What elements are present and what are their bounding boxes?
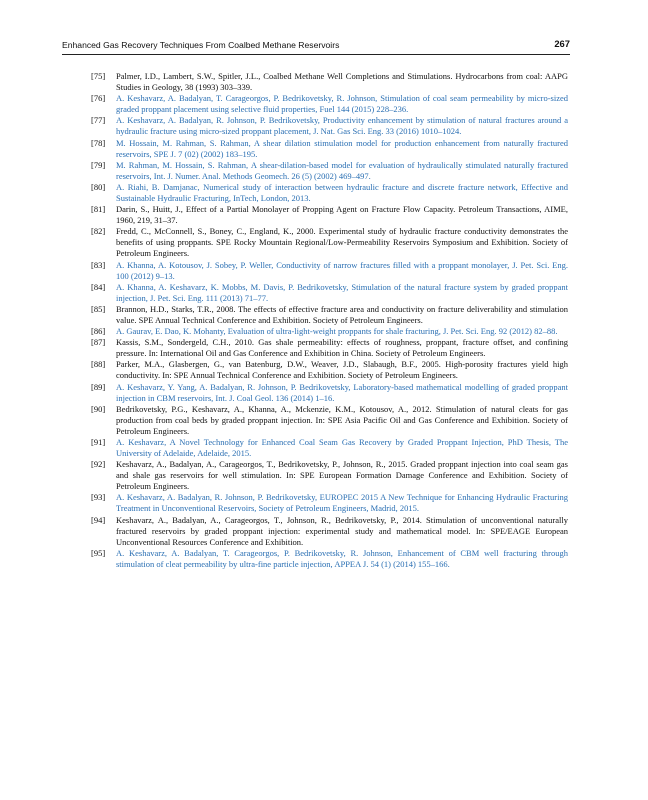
reference-text: Parker, M.A., Glasbergen, G., van Batenburg, D.W., Weaver, J.D., Slabaugh, B.F., 2005. High-porosity fractures yield high conductivity. In: SPE Annual Technical Conference and Exhibition. Society of Petroleum Engineers. [116,359,568,381]
reference-number: [89] [91,381,106,392]
reference-number: [94] [91,514,106,525]
reference-link[interactable]: M. Rahman, M. Hossain, S. Rahman, A shear-dilation-based model for evaluation of hydraulically stimulated naturally fractured reservoirs, Int. J. Numer. Anal. Methods Geomech. 26 (5) (2002) 469–497. [116,159,568,181]
reference-number: [84] [91,281,106,292]
reference-number: [88] [91,359,106,370]
reference-text: Palmer, I.D., Lambert, S.W., Spitler, J.L., Coalbed Methane Well Completions and Stimulations. Hydrocarbons from coal: AAPG Studies in Geology, 38 (1993) 303–339. [116,71,568,92]
reference-number: [76] [91,93,106,104]
reference-link[interactable]: A. Keshavarz, Y. Yang, A. Badalyan, R. Johnson, P. Bedrikovetsky, Laboratory-based mathematical modelling of graded proppant injection in CBM reservoirs, Int. J. Coal Geol. 136 (2014) 1–16. [116,381,568,403]
reference-link[interactable]: A. Keshavarz, A. Badalyan, R. Johnson, P. Bedrikovetsky, EUROPEC 2015 A New Technique for Enhancing Hydraulic Fracturing Treatment in Unconventional Reservoirs, Society of Petroleum Engineers, Madrid, 2015. [116,492,568,514]
reference-link[interactable]: A. Khanna, A. Keshavarz, K. Mobbs, M. Davis, P. Bedrikovetsky, Stimulation of the natural fracture system by graded proppant injection, J. Pet. Sci. Eng. 111 (2013) 71–77. [116,281,568,303]
reference-text: Brannon, H.D., Starks, T.R., 2008. The effects of effective fracture area and conductivity on fracture deliverability and stimulation value. SPE Annual Technical Conference and Exhibition. Society of Petroleum Engineers. [116,303,568,325]
reference-text: Fredd, C., McConnell, S., Boney, C., England, K., 2000. Experimental study of hydraulic fracture conductivity demonstrates the benefits of using proppants. SPE Rocky Mountain Regional/Low-Permeability Reservoirs Symposium and Exhibition. Society of Petroleum Engineers. [116,226,568,259]
reference-number: [93] [91,492,106,503]
reference-item[interactable] [91,159,568,182]
reference-number: [83] [91,259,106,270]
reference-item[interactable] [91,115,568,137]
running-title: Enhanced Gas Recovery Techniques From Coalbed Methane Reservoirs [62,40,340,50]
reference-item[interactable] [91,547,568,570]
reference-text: Kassis, S.M., Sondergeld, C.H., 2010. Gas shale permeability: effects of roughness, proppant, fracture offset, and confining pressure. In: International Oil and Gas Conference and Exhibition in China. Society of Petroleum Engineers. [116,337,568,359]
reference-link[interactable]: A. Keshavarz, A. Badalyan, T. Carageorgos, P. Bedrikovetsky, R. Johnson, Stimulation of coal seam permeability by micro-sized graded proppant placement using selective fluid properties, Fuel 144 (2015) 228–236. [116,93,568,115]
reference-text: Keshavarz, A., Badalyan, A., Carageorgos, T., Bedrikovetsky, P., Johnson, R., 2015. Graded proppant injection into coal seam gas and shale gas reservoirs for well stimulation. In: SPE European Formation Damage Conference and Exhibition. Society of Petroleum Engineers. [116,459,568,492]
reference-text: Darin, S., Huitt, J., Effect of a Partial Monolayer of Propping Agent on Fracture Flow Capacity. Petroleum Transactions, AIME, 1960, 219, 31–37. [116,204,568,226]
reference-link[interactable]: M. Hossain, M. Rahman, S. Rahman, A shear dilation stimulation model for production enhancement from naturally fractured reservoirs, SPE J. 7 (02) (2002) 183–195. [116,137,568,159]
reference-item [91,459,568,492]
reference-item[interactable] [91,181,568,204]
reference-list [91,71,568,570]
reference-link[interactable]: A. Khanna, A. Kotousov, J. Sobey, P. Weller, Conductivity of narrow fractures filled with a proppant monolayer, J. Pet. Sci. Eng. 100 (2012) 9–13. [116,259,568,281]
reference-link[interactable]: A. Keshavarz, A Novel Technology for Enhanced Coal Seam Gas Recovery by Graded Proppant Injection, PhD Thesis, The University of Adelaide, Adelaide, 2015. [116,437,568,458]
reference-item[interactable] [91,93,568,115]
reference-number: [86] [91,326,106,337]
reference-number: [92] [91,459,106,470]
reference-link[interactable]: A. Keshavarz, A. Badalyan, R. Johnson, P. Bedrikovetsky, Productivity enhancement by stimulation of natural fractures around a hydraulic fracture using micro-sized proppant placement, J. Nat. Gas Sci. Eng. 33 (2016) 1010–1024. [116,115,568,137]
reference-number: [90] [91,403,106,414]
reference-link[interactable]: A. Gaurav, E. Dao, K. Mohanty, Evaluation of ultra-light-weight proppants for shale fracturing, J. Pet. Sci. Eng. 92 (2012) 82–88. [116,326,558,337]
reference-text: Keshavarz, A., Badalyan, A., Carageorgos, T., Johnson, R., Bedrikovetsky, P., 2014. Stimulation of unconventional naturally fractured reservoirs by graded proppant injection: experimental study and mathematical model. In: SPE/EAGE European Unconventional Resources Conference and Exhibition. [116,514,568,547]
reference-item[interactable] [91,259,568,282]
reference-number: [80] [91,181,106,192]
reference-item [91,337,568,359]
reference-number: [75] [91,71,106,81]
reference-number: [77] [91,115,106,126]
reference-text: Bedrikovetsky, P.G., Keshavarz, A., Khanna, A., Mckenzie, K.M., Kotousov, A., 2012. Stimulation of natural cleats for gas production from coal beds by graded proppant injection. In: SPE Asia Pacific Oil and Gas Conference and Exhibition. Society of Petroleum Engineers. [116,403,568,436]
header-rule [62,54,570,55]
reference-number: [82] [91,226,106,237]
reference-number: [85] [91,303,106,314]
reference-number: [78] [91,137,106,148]
reference-item[interactable] [91,281,568,304]
running-header [62,38,570,52]
reference-item[interactable] [91,437,568,459]
reference-item [91,71,568,93]
reference-item [91,403,568,437]
reference-item[interactable] [91,137,568,160]
reference-link[interactable]: A. Riahi, B. Damjanac, Numerical study of interaction between hydraulic fracture and discrete fracture network, Effective and Sustainable Hydraulic Fracturing, InTech, London, 2013. [116,181,568,203]
reference-item [91,226,568,259]
reference-item [91,359,568,381]
page-number: 267 [554,38,570,49]
reference-item[interactable] [91,326,568,337]
reference-item[interactable] [91,492,568,514]
reference-number: [79] [91,159,106,170]
reference-item [91,303,568,326]
reference-item[interactable] [91,381,568,404]
reference-item [91,204,568,226]
reference-link[interactable]: A. Keshavarz, A. Badalyan, T. Carageorgos, P. Bedrikovetsky, R. Johnson, Enhancement of CBM well fracturing through stimulation of cleat permeability by ultra-fine particle injection, APPEA J. 54 (1) (2014) 155–166. [116,547,568,569]
reference-number: [87] [91,337,106,348]
reference-number: [95] [91,547,106,558]
reference-number: [81] [91,204,106,215]
reference-number: [91] [91,437,106,447]
reference-item [91,514,568,548]
